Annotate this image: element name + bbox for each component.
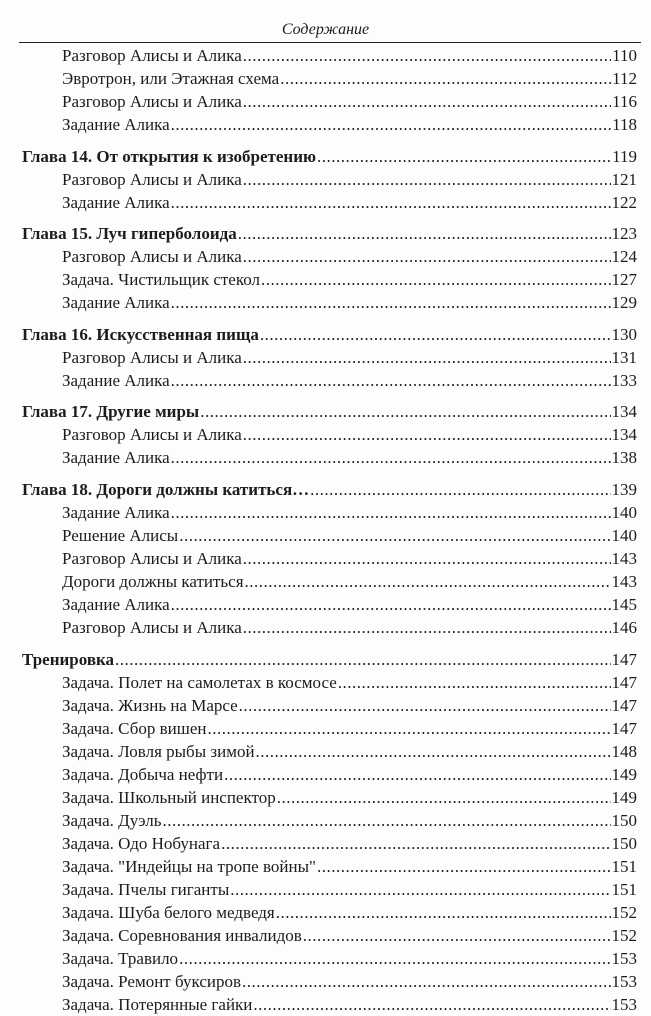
dot-leader	[243, 424, 611, 446]
toc-entry	[62, 347, 637, 369]
dot-leader	[171, 192, 611, 214]
toc-entry	[62, 114, 637, 136]
toc-page-number: 110	[612, 46, 637, 65]
toc-page-number: 152	[611, 926, 637, 945]
dot-leader	[260, 324, 611, 346]
toc-entry-title: Задание Алика	[62, 193, 170, 212]
toc-entry	[62, 856, 637, 878]
toc-page-number: 147	[611, 719, 637, 738]
toc-page-number: 150	[611, 834, 637, 853]
dot-leader	[171, 594, 611, 616]
toc-page-number: 131	[611, 348, 637, 367]
toc-entry	[62, 764, 637, 786]
toc-page-number: 151	[611, 880, 637, 899]
toc-page-number: 153	[611, 995, 637, 1014]
toc-entry	[62, 246, 637, 268]
toc-page-number: 148	[611, 742, 637, 761]
toc-page-number: 127	[611, 270, 637, 289]
toc-chapter-entry	[22, 146, 637, 168]
dot-leader	[179, 525, 610, 547]
dot-leader	[171, 447, 611, 469]
toc-entry-title: Глава 14. От открытия к изобретению	[22, 147, 316, 166]
toc-entry-title: Задача. Сбор вишен	[62, 719, 207, 738]
dot-leader	[171, 502, 611, 524]
dot-leader	[261, 269, 611, 291]
toc-page-number: 122	[611, 193, 637, 212]
toc-entry-title: Задача. Одо Нобунага	[62, 834, 221, 853]
toc-entry-title: Задача. Школьный инспектор	[62, 788, 276, 807]
dot-leader	[163, 810, 611, 832]
toc-entry	[62, 672, 637, 694]
header-rule	[19, 42, 641, 43]
dot-leader	[280, 68, 611, 90]
toc-entry-title: Глава 16. Искусственная пища	[22, 325, 259, 344]
toc-entry-title: Глава 17. Другие миры	[22, 402, 200, 421]
page-header: Содержание	[281, 21, 370, 38]
toc-entry	[62, 424, 637, 446]
toc-entry	[62, 502, 637, 524]
toc-chapter-entry	[22, 223, 637, 245]
toc-entry-title: Разговор Алисы и Алика	[62, 348, 242, 367]
toc-entry	[62, 617, 637, 639]
toc-page-number: 149	[611, 765, 637, 784]
toc-page-number: 146	[611, 618, 637, 637]
toc-entry	[62, 91, 637, 113]
dot-leader	[243, 91, 611, 113]
toc-entry-title: Задание Алика	[62, 448, 170, 467]
dot-leader	[256, 741, 611, 763]
toc-entry-title: Задача. Чистильщик стекол	[62, 270, 260, 289]
dot-leader	[253, 994, 610, 1016]
toc-entry-title: Задача. Шуба белого медведя	[62, 903, 275, 922]
toc-entry-title: Задача. Добыча нефти	[62, 765, 224, 784]
dot-leader	[239, 695, 611, 717]
toc-entry-title: Задача. Соревнования инвалидов	[62, 926, 302, 945]
toc-entry-title: Задача. Полет на самолетах в космосе	[62, 673, 337, 692]
toc-page-number: 134	[611, 425, 637, 444]
toc-page-number: 139	[611, 480, 637, 499]
toc-entry	[62, 45, 637, 67]
toc-entry-title: Разговор Алисы и Алика	[62, 425, 242, 444]
toc-page-number: 129	[611, 293, 637, 312]
toc-entry-title: Разговор Алисы и Алика	[62, 170, 242, 189]
dot-leader	[238, 223, 611, 245]
toc-entry-title: Разговор Алисы и Алика	[62, 618, 242, 637]
toc-page-number: 123	[611, 224, 637, 243]
toc-page-number: 119	[612, 147, 637, 166]
toc-chapter-entry	[22, 324, 637, 346]
toc-entry	[62, 169, 637, 191]
toc-page-number: 124	[611, 247, 637, 266]
toc-entry	[62, 594, 637, 616]
toc-entry-title: Задание Алика	[62, 503, 170, 522]
dot-leader	[115, 649, 610, 671]
toc-page-number: 153	[611, 949, 637, 968]
toc-entry	[62, 948, 637, 970]
toc-page-number: 134	[611, 402, 637, 421]
dot-leader	[243, 347, 611, 369]
dot-leader	[179, 948, 610, 970]
toc-entry	[62, 292, 637, 314]
toc-entry-title: Задание Алика	[62, 371, 170, 390]
toc-page-number: 121	[611, 170, 637, 189]
toc-entry	[62, 971, 637, 993]
dot-leader	[230, 879, 610, 901]
dot-leader	[200, 401, 610, 423]
toc-page-number: 143	[611, 572, 637, 591]
toc-entry	[62, 370, 637, 392]
toc-entry	[62, 192, 637, 214]
toc-entry	[62, 741, 637, 763]
dot-leader	[317, 856, 611, 878]
toc-entry-title: Дороги должны катиться	[62, 572, 244, 591]
dot-leader	[243, 45, 611, 67]
toc-entry-title: Эвротрон, или Этажная схема	[62, 69, 280, 88]
toc-entry	[62, 447, 637, 469]
toc-entry-title: Задача. Травило	[62, 949, 179, 968]
dot-leader	[171, 114, 611, 136]
dot-leader	[221, 833, 610, 855]
toc-entry	[62, 994, 637, 1016]
dot-leader	[277, 787, 611, 809]
toc-page-number: 147	[611, 650, 637, 669]
toc-entry	[62, 571, 637, 593]
toc-entry	[62, 925, 637, 947]
toc-entry-title: Задача. "Индейцы на тропе войны"	[62, 857, 316, 876]
dot-leader	[243, 169, 611, 191]
toc-entry	[62, 787, 637, 809]
toc-entry-title: Задача. Ремонт буксиров	[62, 972, 241, 991]
toc-page-number: 140	[611, 503, 637, 522]
dot-leader	[171, 292, 611, 314]
toc-page-number: 153	[611, 972, 637, 991]
toc-page-number: 116	[612, 92, 637, 111]
dot-leader	[171, 370, 611, 392]
toc-entry-title: Решение Алисы	[62, 526, 179, 545]
toc-page-number: 112	[612, 69, 637, 88]
toc-entry	[62, 68, 637, 90]
toc-page-number: 149	[611, 788, 637, 807]
toc-page-number: 150	[611, 811, 637, 830]
toc-entry	[62, 548, 637, 570]
dot-leader	[245, 571, 611, 593]
toc-entry	[62, 695, 637, 717]
toc-entry-title: Разговор Алисы и Алика	[62, 549, 242, 568]
toc-chapter-entry	[22, 401, 637, 423]
dot-leader	[276, 902, 611, 924]
toc-entry-title: Разговор Алисы и Алика	[62, 247, 242, 266]
toc-page-number: 147	[611, 673, 637, 692]
toc-entry-title: Задание Алика	[62, 293, 170, 312]
toc-entry-title: Задача. Дуэль	[62, 811, 162, 830]
toc-entry-title: Глава 15. Луч гиперболоида	[22, 224, 237, 243]
toc-page-number: 133	[611, 371, 637, 390]
toc-chapter-entry	[22, 649, 637, 671]
toc-page-number: 138	[611, 448, 637, 467]
toc-page-number: 152	[611, 903, 637, 922]
toc-entry-title: Разговор Алисы и Алика	[62, 46, 242, 65]
dot-leader	[243, 246, 611, 268]
toc-entry-title: Задание Алика	[62, 595, 170, 614]
toc-page-number: 140	[611, 526, 637, 545]
toc-page-number: 118	[612, 115, 637, 134]
dot-leader	[243, 548, 611, 570]
toc-entry-title: Задание Алика	[62, 115, 170, 134]
toc-entry	[62, 269, 637, 291]
toc-page-number: 147	[611, 696, 637, 715]
toc-entry-title: Глава 18. Дороги должны катиться…	[22, 480, 310, 499]
toc-entry	[62, 718, 637, 740]
toc-entry-title: Задача. Ловля рыбы зимой	[62, 742, 255, 761]
toc-entry-title: Задача. Пчелы гиганты	[62, 880, 230, 899]
toc-entry	[62, 833, 637, 855]
dot-leader	[303, 925, 611, 947]
toc-entry-title: Тренировка	[22, 650, 115, 669]
toc-entry	[62, 525, 637, 547]
dot-leader	[338, 672, 611, 694]
dot-leader	[224, 764, 610, 786]
toc-page-number: 143	[611, 549, 637, 568]
toc-entry	[62, 902, 637, 924]
dot-leader	[207, 718, 610, 740]
dot-leader	[310, 479, 610, 501]
dot-leader	[243, 617, 611, 639]
toc-page-number: 145	[611, 595, 637, 614]
toc-page-number: 151	[611, 857, 637, 876]
toc-page-number: 130	[611, 325, 637, 344]
toc-chapter-entry	[22, 479, 637, 501]
toc-entry	[62, 810, 637, 832]
toc-entry-title: Задача. Жизнь на Марсе	[62, 696, 238, 715]
dot-leader	[317, 146, 611, 168]
dot-leader	[242, 971, 611, 993]
toc-entry	[62, 879, 637, 901]
toc-entry-title: Разговор Алисы и Алика	[62, 92, 242, 111]
toc-entry-title: Задача. Потерянные гайки	[62, 995, 253, 1014]
